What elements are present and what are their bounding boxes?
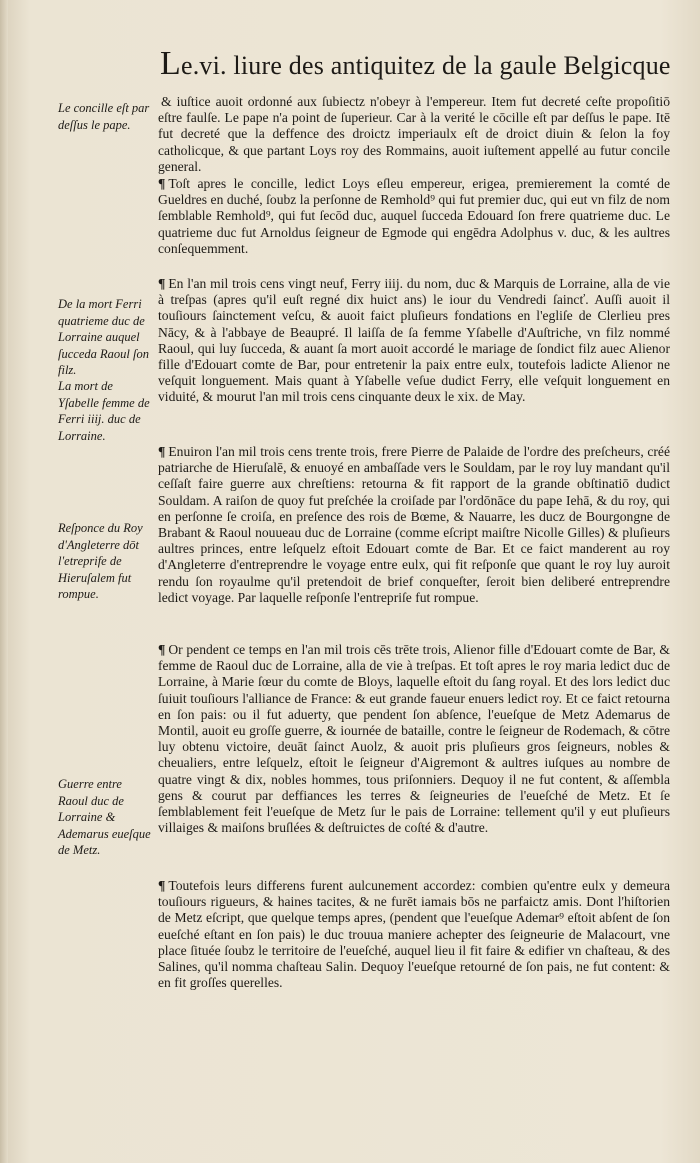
page-gutter-shadow [0,0,8,1163]
pilcrow-mark: ¶ [158,642,166,657]
paragraph-differens [158,878,670,991]
running-header [160,45,680,82]
margin-note-mort-ysabelle: La mort de Yſabelle femme de Ferri iiij. duc de Lorraine. [58,379,150,443]
header-title: e.vi. liure des antiquitez de la gaule Belgicque [180,51,671,80]
margin-note-responce-roy: Reſponce du Roy d'Angleterre dōt l'etreprife de Hieruſalem fut rompue. [58,521,143,601]
paragraph-ferry [158,276,670,406]
paragraph-text: Or pendent ce temps en l'an mil trois cēs trēte trois, Alienor fille d'Edouart comte de Bar, & femme de Raoul duc de Lorraine, alla de vie à treſpas. Et toſt apres le roy maria ledict duc de Lorraine, à Marie ſœur du comte de Bloys, laquelle eſtoit du ſang royal. Et des lors ledict duc ſuiuit touſiours l'alliance de France: & eut grande faueur enuers ledict roy. Et ce faict retourna en ſon pais: ou il fut aduerty, que pendent ſon abſence, l'eueſque de Metz Ademarus de Montil, auoit eu groſſe guerre, & iournée de bataille, contre le ſeigneur de Rodemach, & cōtre luy obtenu victoire, deuāt ſainct Auolz, & auoit pris pluſieurs gros ſeigneurs, nobles & cheualiers, entre leſquelz, eſtoit le ſeigneur d'Aigremont & aultres iuſques au nombre de quatre vingt & dix, nobles hommes, tous priſonniers. Dequoy il ne fut content, & aſſembla gens & courut par deffiances les terres & ſeigneuries de l'eueſché de Metz. Et ſe ſemblablement feit l'eueſque de Metz ſur le pais de Lorraine: tellement qu'il y eut pluſieurs villaiges & maiſons bruſlées & deſtruictes de coſté & d'autre. [158,642,670,836]
margin-note-mort-ferri: De la mort Ferri quatrieme duc de Lorraine auquel ſucceda Raoul ſon filz. [58,297,149,377]
paragraph-text: En l'an mil trois cens vingt neuf, Ferry iiij. du nom, duc & Marquis de Lorraine, alla de vie à treſpas (apres qu'il euſt regné dix huict ans) le iour du Vendredi ſaincť. Auſſi auoit il touſiours ſainctement veſcu, & auoit faict pluſieurs fondations en l'egliſe de Clerlieu pres Nācy, & à l'abbaye de Beaupré. Il laiſſa de ſa femme Yſabelle d'Auſtriche, vn filz nommé Raoul, qui luy ſucceda, & auant ſa mort auoit accordé le mariage de ſondict filz auec Alienor fille d'Edouart comte de Bar, pour entretenir la paix entre eulx, toutefois ladicte Alienor ne veſquit longuement. Mais quant à Yſabelle veſue dudict Ferry, elle veſquit longuement en viduité, & mourut l'an mil trois cens cinquante deux le xix. de May. [158,276,670,405]
pilcrow-mark: ¶ [158,444,166,459]
paragraph-concille [158,94,670,175]
pilcrow-mark: ¶ [158,878,166,893]
paragraph-alienor-guerre [158,642,670,836]
margin-note-concille: Le concille eſt par deſſus le pape. [58,101,150,132]
paragraph-text: Enuiron l'an mil trois cens trente trois, frere Pierre de Palaide de l'ordre des preſcheurs, créé patriarche de Hieruſalē, & enuoyé en ambaſſade vers le Souldam, par le roy luy mandant qu'il ceſſaſt faire guerre aux chreſtiens: retourna & fit rapport de la grande obſtinatiō dudict Souldam. A raiſon de quoy fut preſchée la croiſade par l'ordōnāce du pape Iehā, & du roy, qui en perſonne ſe croiſa, en preſence des rois de Bœme, & Nauarre, les ducz de Bourgongne de Brabant & Raoul nouueau duc de Lorraine (comme eſcript maiſtre Nicolle Gilles) & pluſieurs aultres princes, entre leſquelz eſtoit Edouart comte de Bar. Et ce faict manderent au roy d'Angleterre d'entreprendre le voyage entre eulx, qui fit reſponſe que quant le roy luy auroit rendu ſon royaulme qu'il pretendoit de brief conqueſter, ſeroit bien deliberé entreprendre ledict voyage. Par laquelle reſponſe l'entrepriſe fut rompue. [158,444,670,605]
paragraph-text: & iuſtice auoit ordonné aux ſubiectz n'obeyr à l'empereur. Item fut decreté ceſte propoſitiō eſtre faulſe. Le pape n'a point de ſuperieur. Car à la verité le cōcille eſt par deſſus le pape. Itē fut decreté que la deffence des droictz imperiaulx eſt de droict diuin & ſelon la foy catholicque, & que partant Loys roy des Rommains, auoit iuſtement appellé au futur concile general. [158,94,670,174]
pilcrow-mark: ¶ [158,176,166,191]
paragraph-croisade [158,444,670,606]
pilcrow-mark: ¶ [158,276,166,291]
paragraph-text: Toſt apres le concille, ledict Loys eſleu empereur, erigea, premierement la comté de Gueldres en duché, ſoubz la perſonne de Remhold⁹ qui fut premier duc, qui eut vn filz de nom ſemblable Remhold⁹, qui fut ſecōd duc, auquel ſucceda Edouard ſon frere quatrieme duc. Le quatrieme duc fut Arnoldus ſeigneur de Egmode qui engēdra Adolphus v. duc, & les aultres conſequemment. [158,176,670,256]
paragraph-gueldres [158,176,670,257]
header-initial: L [160,45,181,82]
paragraph-text: Toutefois leurs differens furent aulcunement accordez: combien qu'entre eulx y demeura touſiours rigueurs, & haines tacites, & ne furēt iamais bōs ne parfaictz amis. Dont l'hiſtorien de Metz eſcript, que quelque temps apres, (pendent que l'eueſque Ademar⁹ eſtoit abſent de ſon eueſché eſtant en ſon pais) le duc trouua maniere achepter des ſeigneurie de Malacourt, vne place ſituée ſoubz le territoire de l'eueſché, auquel lieu il fit faire & edifier vn chaſteau, & des Salines, qu'il nomma chaſteau Salin. Dequoy l'eueſque retourné de ſon pais, ne fut content: & en fit groſſes querelles. [158,878,670,991]
margin-note-guerre: Guerre entre Raoul duc de Lorraine & Ademarus eueſque de Metz. [58,777,151,857]
